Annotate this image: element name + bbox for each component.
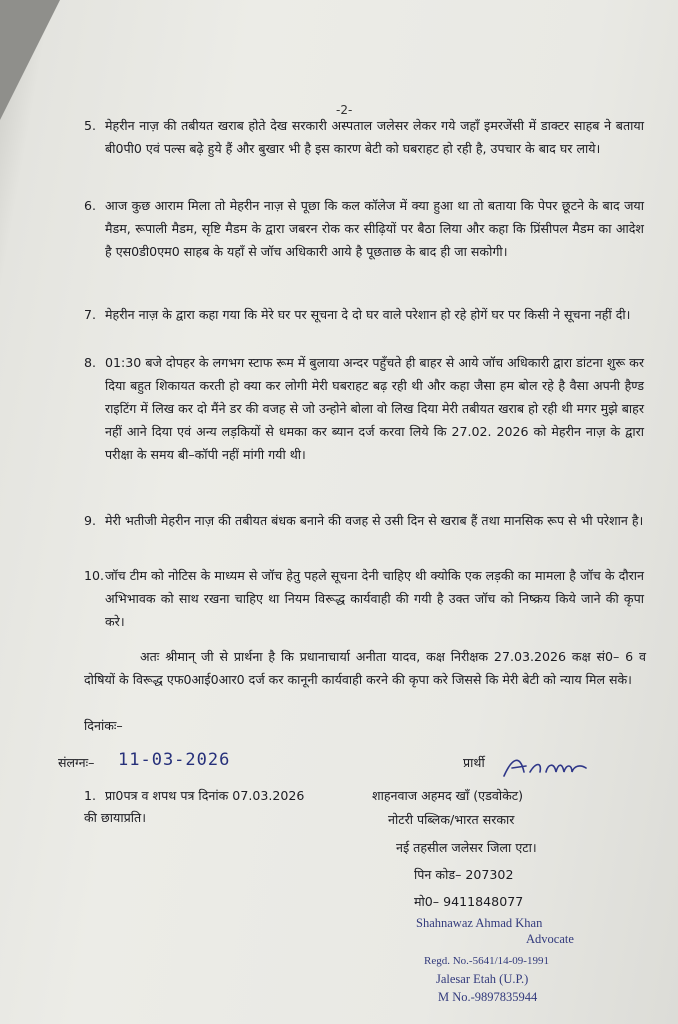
stamp-regd: Regd. No.-5641/14-09-1991 (424, 955, 549, 967)
list-number: 8. (84, 355, 97, 370)
list-text: मेहरीन नाज़ के द्वारा कहा गया कि मेरे घर पर सूचना दे दो घर वाले परेशान हो रहे होगें घर पर किसी ने सूचना नहीं दी। (105, 307, 631, 322)
signature (502, 752, 590, 786)
applicant-label: प्रार्थी (463, 755, 485, 770)
date-label: दिनांकः– (84, 718, 123, 733)
advocate-title: नोटरी पब्लिक/भारत सरकार (388, 812, 515, 827)
pin-code: पिन कोड– 207302 (414, 867, 514, 882)
list-number: 6. (84, 198, 97, 213)
list-text: मेरी भतीजी मेहरीन नाज़ की तबीयत बंधक बनाने की वजह से उसी दिन से खराब हैं तथा मानसिक रूप से भी परेशान है। (105, 513, 644, 528)
mobile-number: मो0– 9411848077 (414, 894, 524, 909)
stamp-mobile: M No.-9897835944 (438, 990, 538, 1004)
list-item-8 (84, 351, 644, 466)
signature-scribble (502, 752, 590, 782)
list-text: 01:30 बजे दोपहर के लगभग स्टाफ रूम में बुलाया अन्दर पहुँचते ही बाहर से आये जॉच अधिकारी द्वारा डांटना शुरू कर दिया बहुत शिकायत करती हो क्या कर लोगी मेरी घबराहट बढ़ रही थी और कहा जैसा हम बोल रहे है वैसा अपनी हैण्ड राइटिंग में लिख कर दो मैंने डर की वजह से जो उन्होने बोला वो लिख दिया मेरी तबीयत खराब हो रही थी मगर मुझे बाहर नहीं आने दिया एवं अन्य लड़कियों से धमका कर ब्यान दर्ज करवा लिये कि 27.02. 2026 को मेहरीन नाज़ के द्वारा परीक्षा के समय बी–कॉपी नहीं मांगी गयी थी। (105, 355, 644, 462)
stamp-place: Jalesar Etah (U.P.) (436, 972, 529, 986)
stamp-name: Shahnawaz Ahmad Khan (416, 916, 543, 930)
list-item-5 (84, 114, 644, 160)
prayer-paragraph: अतः श्रीमान् जी से प्रार्थना है कि प्रधानाचार्या अनीता यादव, कक्ष निरीक्षक 27.03.2026 कक्ष सं0– 6 व दोषियों के विरूद्ध एफ0आई0आर0 दर्ज कर कानूनी कार्यवाही करने की कृपा करे जिससे कि मेरी बेटी को न्याय मिल सके। (84, 649, 646, 687)
list-text: मेहरीन नाज़ की तबीयत खराब होते देख सरकारी अस्पताल जलेसर लेकर गये जहाँ इमरजेंसी में डाक्टर साहब ने बताया बी0पी0 एवं पल्स बढ़े हुये हैं और बुखार भी है इस कारण बेटी को घबराहट हो रही है, उपचार के बाद घर लाये। (105, 118, 644, 156)
enclosure-item-line2: की छायाप्रति। (84, 810, 146, 825)
list-item-7 (84, 303, 644, 326)
page-number: -2- (336, 103, 353, 117)
list-item-6 (84, 194, 644, 263)
enclosure-label: संलग्नः– (58, 755, 95, 770)
list-number: 5. (84, 118, 97, 133)
page-fold-shadow (0, 0, 60, 120)
list-text: आज कुछ आराम मिला तो मेहरीन नाज़ से पूछा कि कल कॉलेज में क्या हुआ था तो बताया कि पेपर छूटने के बाद जया मैडम, रूपाली मैडम, सृष्टि मैडम के द्वारा जबरन रोक कर सीढ़ियों पर बैठा लिया और कहा कि प्रिंसीपल मैडम का आदेश है एस0डी0एम0 साहब के यहाँ से जॉच अधिकारी आये है पूछताछ के बाद ही जा सकोगी। (105, 198, 644, 259)
enclosure-item-number: 1. (84, 788, 97, 803)
list-number: 9. (84, 513, 97, 528)
list-number: 7. (84, 307, 97, 322)
list-item-10 (84, 564, 644, 633)
enclosure-item-line1: प्रा0पत्र व शपथ पत्र दिनांक 07.03.2026 (105, 788, 305, 803)
list-number: 10. (84, 568, 105, 583)
advocate-name: शाहनवाज अहमद खाँ (एडवोकेट) (372, 788, 524, 803)
handwritten-date: 11-03-2026 (118, 750, 231, 770)
stamp-title: Advocate (526, 932, 574, 946)
list-text: जॉच टीम को नोटिस के माध्यम से जॉच हेतु पहले सूचना देनी चाहिए थी क्योकि एक लड़की का मामला है जॉच के दौरान अभिभावक को साथ रखना चाहिए था नियम विरूद्ध कार्यवाही की गयी है उक्त जॉच को निष्क्रय किये जाने की कृपा करे। (105, 568, 644, 629)
advocate-address: नई तहसील जलेसर जिला एटा। (396, 840, 537, 855)
list-item-9 (84, 509, 644, 532)
